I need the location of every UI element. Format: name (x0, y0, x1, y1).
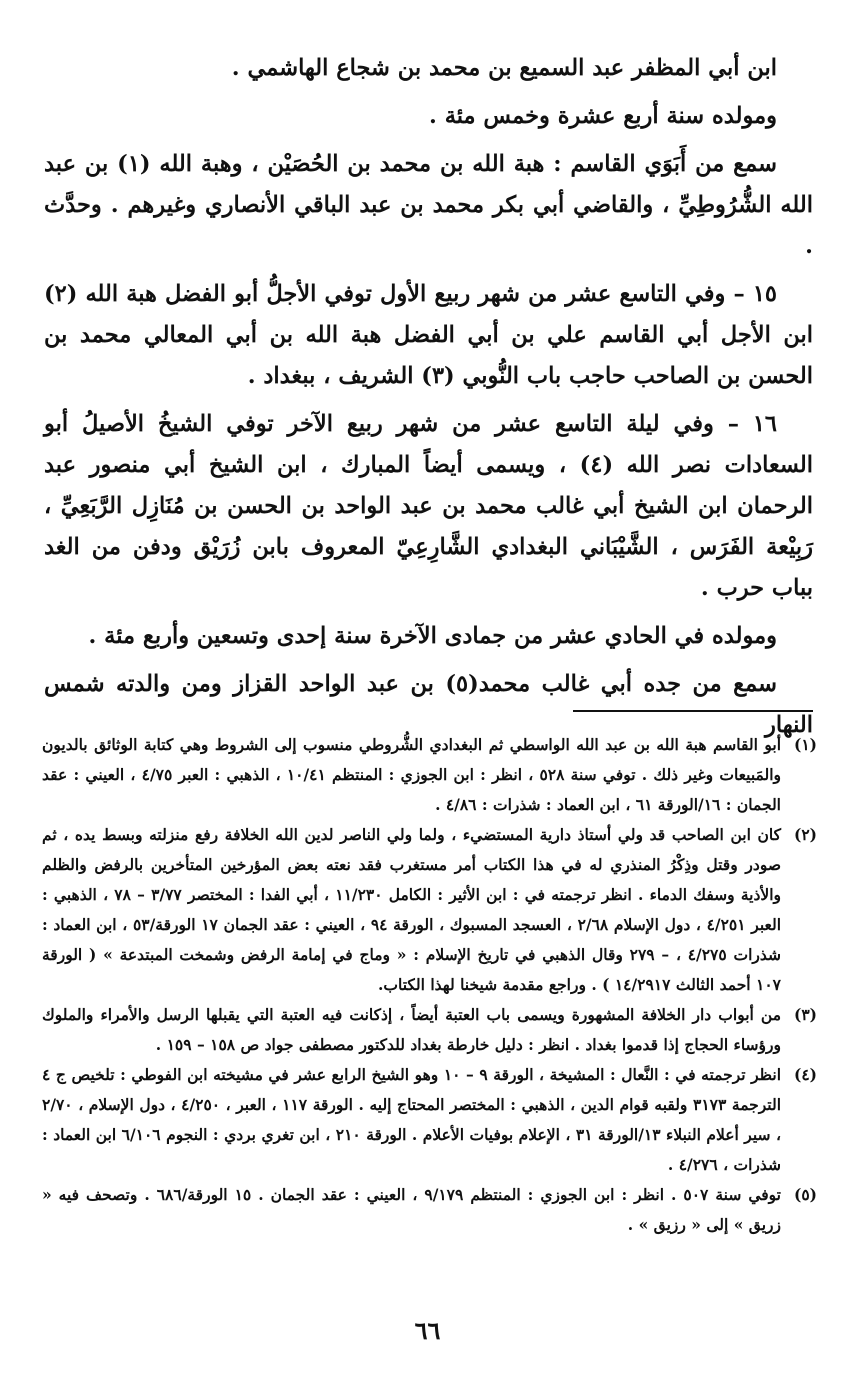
footnote-text: أبو القاسم هبة الله بن عبد الله الواسطي ثم البغدادي الشُّروطي منسوب إلى الشروط وهي كتابة الوثائق بالديون والمَبيعات وغير ذلك . توفي سنة ٥٢٨ ، انظر : ابن الجوزي : المنتظم ١٠/٤١ ، الذهبي : العبر ٤/٧٥ ، العيني : عقد الجمان : ١٦/الورقة ٦١ ، ابن العماد : شذرات : ٤/٨٦ . (42, 735, 781, 814)
main-text (44, 48, 813, 753)
footnote (42, 1060, 817, 1180)
footnote-number: (٢) (793, 825, 817, 844)
paragraph: ١٦ – وفي ليلة التاسع عشر من شهر ربيع الآخر توفي الشيخُ الأصيلُ أبو السعادات نصر الله (٤) ، ويسمى أيضاً المبارك ، ابن الشيخ أبي منصور عبد الرحمان ابن الشيخ أبي غالب محمد بن عبد الواحد بن الحسن بن مُنَازِل الرَّبَعِيِّ ، رَبِيْعة الفَرَس ، الشَّيْبَاني البغدادي الشَّارِعِيّ المعروف بابن زُرَيْق ودفن من الغد بباب حرب . (44, 411, 813, 601)
footnote-text: كان ابن الصاحب قد ولي أستاذ دارية المستضيء ، ولما ولي الناصر لدين الله الخلافة رفع منزلته وبسط يده ، ثم صودر وقتل وذِكْرُ المنذري له في هذا الكتاب أمر مستغرب فقد نعته بعض المؤرخين المتأخرين بالرفض والظلم والأذية وسفك الدماء . انظر ترجمته في : ابن الأثير : الكامل ١١/٢٣٠ ، أبي الفدا : المختصر ٣/٧٧ – ٧٨ ، الذهبي : العبر ٤/٢٥١ ، دول الإسلام ٢/٦٨ ، العسجد المسبوك ، الورقة ٩٤ ، العيني : عقد الجمان ١٧ الورقة/٥٣ ، ابن العماد : شذرات ٤/٢٧٥ ، – ٢٧٩ وقال الذهبي في تاريخ الإسلام : « وماج في إمامة الرفض وشمخت المبتدعة » ( الورقة ١٠٧ أحمد الثالث ١٤/٢٩١٧ ) . وراجع مقدمة شيخنا لهذا الكتاب. (42, 825, 781, 994)
footnote (42, 1000, 817, 1060)
footnote-text: توفي سنة ٥٠٧ . انظر : ابن الجوزي : المنتظم ٩/١٧٩ ، العيني : عقد الجمان . ١٥ الورقة/٦٨٦ . وتصحف فيه « زريق » إلى « رزيق » . (42, 1185, 781, 1234)
paragraph: سمع من أَبَوَي القاسم : هبة الله بن محمد بن الحُصَيْن ، وهبة الله (١) بن عبد الله الشُّرُوطِيِّ ، والقاضي أبي بكر محمد بن عبد الباقي الأنصاري وغيرهم . وحدَّث . (44, 151, 813, 259)
footnotes (42, 730, 817, 1240)
footnote-separator (573, 710, 813, 712)
footnote-number: (٣) (793, 1005, 817, 1024)
footnote-number: (٥) (793, 1185, 817, 1204)
footnote-number: (٤) (794, 1065, 818, 1084)
page-number: ٦٦ (414, 1316, 441, 1345)
paragraph: سمع من جده أبي غالب محمد(٥) بن عبد الواحد القزاز ومن والدته شمس النهار (44, 671, 813, 738)
footnote (42, 1180, 817, 1240)
footnote (42, 730, 817, 820)
footnote (42, 820, 817, 1000)
paragraph: ابن أبي المظفر عبد السميع بن محمد بن شجاع الهاشمي . (231, 55, 777, 81)
footnote-text: انظر ترجمته في : النَّعال : المشيخة ، الورقة ٩ – ١٠ وهو الشيخ الرابع عشر في مشيخته ابن الفوطي : تلخيص ج ٤ الترجمة ٣١٧٣ ولقبه قوام الدين ، الذهبي : المختصر المحتاج إليه . الورقة ١١٧ ، العبر ، ٤/٢٥٠ ، دول الإسلام ، ٢/٧٠ ، سير أعلام النبلاء ١٣/الورقة ٣١ ، الإعلام بوفيات الأعلام . الورقة ٢١٠ ، ابن تغري بردي : النجوم ٦/١٠٦ ابن العماد : شذرات ، ٤/٢٧٦ . (42, 1065, 782, 1174)
footnote-text: من أبواب دار الخلافة المشهورة ويسمى باب العتبة أيضاً ، إذكانت فيه العتبة التي يقبلها الرسل والأمراء والملوك ورؤساء الحجاج إذا قدموا بغداد . انظر : دليل خارطة بغداد للدكتور مصطفى جواد ص ١٥٨ – ١٥٩ . (42, 1005, 781, 1054)
paragraph: ومولده في الحادي عشر من جمادى الآخرة سنة إحدى وتسعين وأربع مئة . (88, 623, 777, 649)
footnote-number: (١) (793, 735, 817, 754)
paragraph: ومولده سنة أربع عشرة وخمس مئة . (429, 103, 777, 129)
paragraph: ١٥ – وفي التاسع عشر من شهر ربيع الأول توفي الأجلُّ أبو الفضل هبة الله (٢) ابن الأجل أبي القاسم علي بن أبي الفضل هبة الله بن أبي المعالي محمد بن الحسن بن الصاحب حاجب باب النُّوبي (٣) الشريف ، ببغداد . (44, 281, 813, 389)
